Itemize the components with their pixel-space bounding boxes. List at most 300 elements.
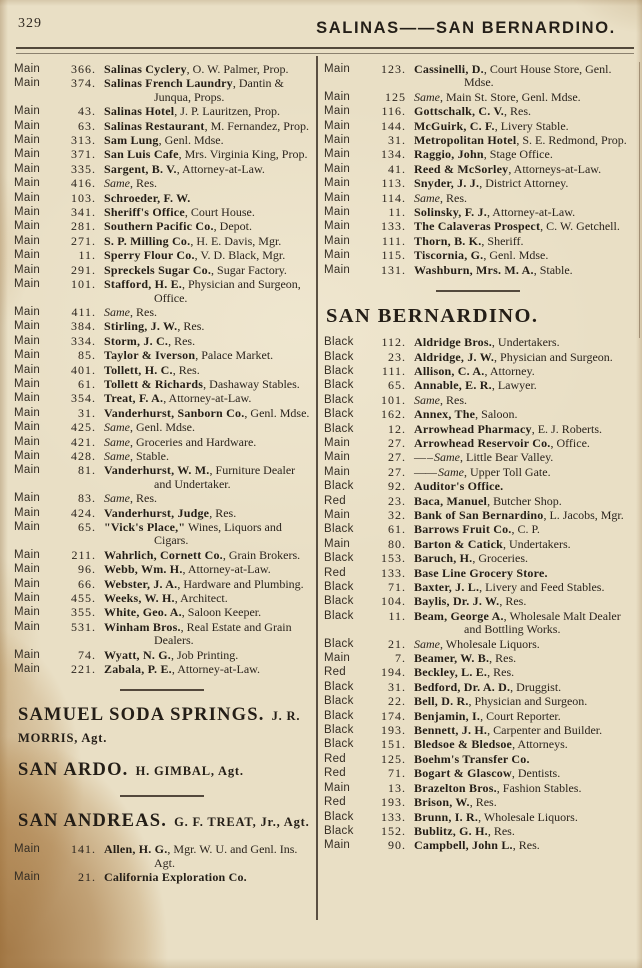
entry-text xyxy=(414,567,632,580)
entry-detail: , Attorney-at-Law. xyxy=(171,662,261,677)
entry-name: Metropolitan Hotel xyxy=(414,133,517,148)
directory-entry xyxy=(324,148,632,161)
entry-exchange: Main xyxy=(14,421,41,434)
entry-name: Raggio, John xyxy=(414,147,484,162)
directory-entry xyxy=(14,320,310,333)
entry-name: S. P. Milling Co. xyxy=(104,233,191,248)
entry-detail: , O. W. Palmer, Prop. xyxy=(186,62,289,76)
entry-number: 131. xyxy=(381,262,406,277)
header-rule xyxy=(16,47,634,54)
directory-entry xyxy=(324,264,632,277)
directory-entry xyxy=(14,606,310,619)
entry-number: 32. xyxy=(388,507,406,522)
entry-exchange: Main xyxy=(324,105,351,118)
entry-exchange: Main xyxy=(14,263,41,276)
entry-same-ref: Same xyxy=(414,636,440,651)
entry-number: 101. xyxy=(71,277,96,292)
entry-detail: , Job Printing. xyxy=(170,647,239,662)
directory-entry xyxy=(14,871,310,884)
entry-text xyxy=(414,839,632,852)
entry-name: Tiscornia, G. xyxy=(414,248,484,263)
entry-detail: , Saloon Keeper. xyxy=(181,605,262,620)
directory-entry xyxy=(324,437,632,450)
entry-number: 134. xyxy=(381,147,406,162)
section-title: SAMUEL SODA SPRINGS. xyxy=(18,705,265,726)
column-section-divider xyxy=(120,795,204,797)
directory-entry xyxy=(324,249,632,262)
entry-text xyxy=(414,595,632,608)
entry-number: 221. xyxy=(71,662,96,677)
page-number: 329 xyxy=(18,16,42,31)
entry-name: Brison, W. xyxy=(414,795,470,810)
entry-detail: , Attorney-at-Law. xyxy=(486,205,576,220)
column-right xyxy=(324,56,632,854)
entry-exchange: Main xyxy=(14,63,41,75)
entry-text xyxy=(104,206,310,219)
entry-exchange: Black xyxy=(324,523,354,536)
entry-text xyxy=(104,148,310,161)
entry-name: Benjamin, I. xyxy=(414,708,481,723)
entry-detail: , Livery Stable. xyxy=(494,118,569,133)
entry-name: Allen, H. G. xyxy=(104,842,168,857)
entry-text xyxy=(104,163,310,176)
directory-entry xyxy=(324,538,632,551)
entry-detail: , Dentists. xyxy=(511,766,561,781)
entry-name: Arrowhead Reservoir Co. xyxy=(414,435,551,450)
entry-number: 31. xyxy=(388,679,406,694)
entry-number: 174. xyxy=(381,708,406,723)
entry-text xyxy=(104,492,310,505)
entry-exchange: Main xyxy=(14,492,41,505)
directory-entry xyxy=(14,105,310,118)
entry-text xyxy=(414,466,632,479)
entry-same-ref: Same xyxy=(414,392,440,407)
entry-exchange: Main xyxy=(324,206,351,219)
entry-exchange: Black xyxy=(324,581,354,593)
entry-name: Stirling, J. W. xyxy=(104,319,178,334)
directory-entry xyxy=(324,738,632,751)
entry-text xyxy=(104,63,310,76)
entry-name: Bell, D. R. xyxy=(414,694,469,709)
entry-number: 71. xyxy=(388,580,406,594)
entry-name: Vanderhurst, W. M. xyxy=(104,463,210,478)
directory-entry xyxy=(324,480,632,493)
directory-entry xyxy=(14,843,310,870)
entry-number: 65. xyxy=(388,378,406,393)
column-section-divider xyxy=(120,689,204,691)
entry-name: Winham Bros. xyxy=(104,619,181,634)
entry-exchange: Black xyxy=(324,480,354,493)
entry-number: 193. xyxy=(381,723,406,738)
entry-text xyxy=(414,538,632,551)
directory-entry xyxy=(14,335,310,348)
entry-number: 116. xyxy=(381,104,406,119)
entry-exchange: Red xyxy=(324,494,346,507)
entry-number: 12. xyxy=(388,421,406,436)
directory-entry xyxy=(324,63,632,90)
entry-number: 355. xyxy=(71,605,96,620)
directory-entry xyxy=(14,177,310,190)
entry-detail: , Physician and Surgeon. xyxy=(468,694,588,709)
entry-same-ref: Same xyxy=(104,448,130,463)
entry-exchange: Main xyxy=(14,464,41,477)
entry-exchange: Main xyxy=(14,871,41,884)
entry-number: 27. xyxy=(388,464,406,479)
directory-entry xyxy=(324,336,632,349)
entry-text xyxy=(414,351,632,364)
entry-detail: , Architect. xyxy=(174,591,228,606)
entry-text xyxy=(104,320,310,333)
entry-same-ref: Same xyxy=(414,190,440,205)
entry-text xyxy=(104,220,310,233)
directory-entry xyxy=(324,567,632,580)
directory-entry xyxy=(14,507,310,520)
entry-name: Weeks, W. H. xyxy=(104,591,175,606)
entry-detail: , Genl. Mdse. xyxy=(130,420,195,435)
entry-text xyxy=(104,421,310,434)
directory-entry xyxy=(324,163,632,176)
entry-exchange: Black xyxy=(324,350,354,363)
entry-detail: , Res. xyxy=(489,651,517,666)
entry-text xyxy=(414,552,632,565)
entry-exchange: Black xyxy=(324,364,354,377)
entry-number: 151. xyxy=(381,737,406,752)
entry-name: Spreckels Sugar Co. xyxy=(104,262,212,277)
entry-text xyxy=(414,177,632,190)
entry-name: The Calaveras Prospect xyxy=(414,219,541,234)
directory-entry xyxy=(14,592,310,605)
entry-detail: , Res. xyxy=(487,823,515,838)
entry-number: 374. xyxy=(71,76,96,91)
directory-entry xyxy=(14,306,310,319)
entry-text xyxy=(104,235,310,248)
directory-entry xyxy=(324,638,632,651)
entry-text xyxy=(414,738,632,751)
entry-detail: , Attorneys. xyxy=(512,737,568,752)
entry-number: 111. xyxy=(381,233,406,248)
entry-name: Schroeder, F. W. xyxy=(104,190,191,205)
entry-name: Stafford, H. E. xyxy=(104,277,182,292)
directory-entry xyxy=(324,724,632,737)
entry-text xyxy=(414,408,632,421)
entry-exchange: Black xyxy=(324,336,354,349)
entry-text xyxy=(414,336,632,349)
directory-entry xyxy=(14,563,310,576)
entry-text xyxy=(414,523,632,536)
entry-detail: , District Attorney. xyxy=(479,176,569,191)
entry-number: 41. xyxy=(388,161,406,176)
page-title: SALINAS——SAN BERNARDINO. xyxy=(316,19,616,37)
entry-detail: , Attorneys-at-Law. xyxy=(508,161,602,176)
entry-name: Aldridge, J. W. xyxy=(414,349,495,364)
entry-detail: , Undertakers. xyxy=(503,536,571,551)
entry-exchange: Main xyxy=(14,119,41,132)
entry-detail: , Mgr. W. U. and Genl. Ins. Agt. xyxy=(154,842,298,870)
entry-detail: , Res. xyxy=(130,176,157,191)
directory-entry xyxy=(324,91,632,104)
entry-exchange: Main xyxy=(14,206,41,219)
directory-entry xyxy=(14,407,310,420)
entry-exchange: Red xyxy=(324,752,346,765)
entry-name: Bank of San Bernardino xyxy=(414,507,544,522)
directory-entry xyxy=(14,450,310,463)
entry-detail: , Real Estate and Grain Dealers. xyxy=(154,619,292,648)
entry-detail: , C. W. Getchell. xyxy=(540,219,620,234)
directory-entry xyxy=(14,192,310,205)
entry-exchange: Black xyxy=(324,408,354,421)
entry-detail: , V. D. Black, Mgr. xyxy=(194,248,286,263)
entry-text xyxy=(414,63,632,90)
entry-text xyxy=(414,105,632,118)
directory-entry xyxy=(324,811,632,824)
entry-name: Auditor's Office. xyxy=(414,479,504,494)
entry-name: Salinas Restaurant xyxy=(104,118,205,133)
entry-text xyxy=(414,581,632,594)
entry-number: 313. xyxy=(71,133,96,148)
column-left xyxy=(14,56,310,886)
directory-entry xyxy=(14,364,310,377)
directory-entry xyxy=(324,509,632,522)
entry-number: 366. xyxy=(71,62,96,76)
entry-name: Reed & McSorley xyxy=(414,161,509,176)
entry-text xyxy=(104,649,310,662)
directory-entry xyxy=(14,492,310,505)
entry-detail: Wines, Liquors and Cigars. xyxy=(154,520,282,548)
entry-name: Bedford, Dr. A. D. xyxy=(414,679,511,694)
entry-name: Wahrlich, Cornett Co. xyxy=(104,547,223,562)
entry-name: Webb, Wm. H. xyxy=(104,562,183,577)
entry-exchange: Main xyxy=(324,134,351,147)
entry-number: 281. xyxy=(71,219,96,234)
entry-text xyxy=(414,134,632,147)
directory-entry xyxy=(324,351,632,364)
directory-entry xyxy=(324,120,632,133)
entry-name: Zabala, P. E. xyxy=(104,662,172,677)
entry-name: San Luis Cafe xyxy=(104,147,179,162)
entry-exchange: Main xyxy=(324,191,351,204)
entry-text xyxy=(414,710,632,723)
directory-entry xyxy=(14,220,310,233)
entry-text xyxy=(414,148,632,161)
entry-exchange: Main xyxy=(324,119,351,132)
entry-name: White, Geo. A. xyxy=(104,605,182,620)
entry-name: Washburn, Mrs. M. A. xyxy=(414,262,534,277)
entry-detail: , Res. xyxy=(172,362,200,377)
entry-number: 65. xyxy=(78,520,96,534)
entry-exchange: Main xyxy=(14,278,41,291)
entry-number: 291. xyxy=(71,262,96,277)
entry-number: 113. xyxy=(381,176,406,191)
directory-entry xyxy=(14,521,310,548)
entry-detail: , Res. xyxy=(209,505,237,520)
entry-exchange: Main xyxy=(14,548,41,561)
entry-name: Salinas Hotel xyxy=(104,104,175,119)
entry-text xyxy=(414,91,632,104)
entry-text xyxy=(104,77,310,104)
directory-entry xyxy=(14,134,310,147)
entry-detail: , Res. xyxy=(503,104,531,119)
entry-detail: , Stable. xyxy=(130,448,169,463)
entry-detail: , Carpenter and Builder. xyxy=(487,723,603,738)
entry-exchange: Main xyxy=(14,134,41,147)
entry-name: Boehm's Transfer Co. xyxy=(414,751,530,766)
directory-entry xyxy=(324,825,632,838)
entry-detail: , Sheriff. xyxy=(481,233,524,248)
entry-detail: , Hardware and Plumbing. xyxy=(177,576,304,591)
entry-detail: , Res. xyxy=(487,665,515,680)
entry-exchange: Main xyxy=(14,162,41,175)
directory-entry xyxy=(324,839,632,852)
directory-entry xyxy=(324,595,632,608)
entry-number: 7. xyxy=(395,651,406,666)
entry-exchange: Black xyxy=(324,379,354,392)
entry-text xyxy=(414,666,632,679)
entry-number: 83. xyxy=(78,491,96,506)
entry-number: 96. xyxy=(78,562,96,577)
section-agent: G. F. TREAT, Jr., Agt. xyxy=(167,815,310,830)
entry-number: 125. xyxy=(381,751,406,766)
entry-exchange: Main xyxy=(324,249,351,262)
entry-detail: , Attorney-at-Law. xyxy=(176,161,265,176)
entry-exchange: Red xyxy=(324,767,346,780)
entry-text xyxy=(104,507,310,520)
entry-detail: , Office. xyxy=(550,435,590,450)
entry-number: 85. xyxy=(78,348,96,363)
entry-number: 141. xyxy=(71,842,96,857)
entry-exchange: Main xyxy=(14,377,41,390)
entry-exchange: Main xyxy=(14,648,41,661)
entry-detail: , Undertakers. xyxy=(491,335,560,350)
entry-detail: , Groceries and Hardware. xyxy=(130,434,257,449)
entry-detail: , Wholesale Malt Dealer and Bottling Works. xyxy=(464,608,621,637)
entry-text xyxy=(414,163,632,176)
directory-entry xyxy=(14,649,310,662)
entry-name: Campbell, John L. xyxy=(414,838,513,853)
entry-exchange: Main xyxy=(324,436,351,449)
entry-text xyxy=(414,495,632,508)
entry-number: 27. xyxy=(388,435,406,450)
entry-detail: , Genl. Mdse. xyxy=(483,248,549,263)
entry-text xyxy=(414,379,632,392)
entry-text xyxy=(414,724,632,737)
entry-detail: , Depot. xyxy=(213,219,252,234)
entry-text xyxy=(104,264,310,277)
directory-entry xyxy=(14,549,310,562)
entry-same-ref: Same xyxy=(104,176,130,191)
directory-entry xyxy=(324,767,632,780)
entry-detail: , Wholesale Liquors. xyxy=(440,636,540,651)
entry-same-ref: Same xyxy=(414,89,440,104)
entry-exchange: Black xyxy=(324,680,354,693)
entry-detail: , Court Reporter. xyxy=(480,708,561,723)
entry-number: 31. xyxy=(78,405,96,420)
entry-exchange: Black xyxy=(324,552,354,565)
entry-name: Beckley, L. E. xyxy=(414,665,488,680)
entry-name: Bogart & Glascow xyxy=(414,766,512,781)
entry-detail: , S. E. Redmond, Prop. xyxy=(516,133,627,148)
entry-text xyxy=(414,192,632,205)
entry-name: Brazelton Bros. xyxy=(414,780,497,795)
entry-detail: , Res. xyxy=(469,795,497,810)
entry-number: 416. xyxy=(71,176,96,191)
directory-entry xyxy=(324,495,632,508)
entry-exchange: Main xyxy=(14,606,41,619)
entry-name: Southern Pacific Co. xyxy=(104,219,214,234)
entry-name: McGuirk, C. F. xyxy=(414,118,495,133)
entry-exchange: Main xyxy=(324,451,351,464)
entry-detail: , Sugar Factory. xyxy=(211,262,287,277)
entry-text xyxy=(104,349,310,362)
entry-name: "Vick's Place," xyxy=(104,520,186,534)
entry-text xyxy=(414,681,632,694)
directory-entry xyxy=(324,235,632,248)
entry-text xyxy=(104,450,310,463)
entry-exchange: Main xyxy=(14,506,41,519)
directory-entry xyxy=(324,177,632,190)
entry-text xyxy=(414,451,632,464)
entry-number: 11. xyxy=(78,248,96,263)
entry-exchange: Main xyxy=(14,521,41,533)
entry-text xyxy=(104,578,310,591)
entry-number: 115. xyxy=(381,248,406,263)
directory-entry xyxy=(324,394,632,407)
section-agent: H. GIMBAL, Agt. xyxy=(128,764,244,779)
entry-detail: , E. J. Roberts. xyxy=(531,421,603,436)
directory-entry xyxy=(324,782,632,795)
entry-detail: , Stage Office. xyxy=(483,147,553,162)
entry-name: Arrowhead Pharmacy xyxy=(414,421,532,436)
entry-name: Gottschalk, C. V. xyxy=(414,104,504,119)
entry-text xyxy=(104,392,310,405)
entry-detail: , Res. xyxy=(168,333,196,348)
section-title: SAN ANDREAS. xyxy=(18,811,168,832)
entry-text xyxy=(104,335,310,348)
entry-exchange: Main xyxy=(324,839,351,852)
entry-number: 21. xyxy=(388,636,406,651)
entry-name: Salinas French Laundry xyxy=(104,76,233,91)
entry-exchange: Main xyxy=(14,234,41,247)
entry-name: Sheriff's Office xyxy=(104,205,185,220)
entry-number: 13. xyxy=(388,780,406,795)
entry-name: Brunn, I. R. xyxy=(414,809,479,824)
region-heading xyxy=(326,305,632,328)
entry-text xyxy=(414,825,632,838)
entry-detail: , Livery and Feed Stables. xyxy=(479,580,605,594)
entry-text xyxy=(104,134,310,147)
entry-detail: , Res. xyxy=(499,594,527,609)
directory-entry xyxy=(324,423,632,436)
entry-number: 103. xyxy=(71,190,96,205)
section-heading xyxy=(18,810,310,833)
entry-text xyxy=(104,364,310,377)
entry-same-ref: Same xyxy=(434,450,460,465)
entry-name: Treat, F. A. xyxy=(104,391,164,406)
entry-number: 23. xyxy=(388,493,406,508)
entry-text xyxy=(414,249,632,262)
directory-entry xyxy=(14,663,310,676)
entry-text xyxy=(414,120,632,133)
entry-number: 125 xyxy=(385,89,406,104)
entry-number: 531. xyxy=(71,619,96,634)
entry-name: Cassinelli, D. xyxy=(414,62,484,76)
entry-number: 455. xyxy=(71,591,96,606)
entry-number: 111. xyxy=(381,363,406,378)
entry-detail: , Physician and Surgeon, Office. xyxy=(154,277,301,305)
entry-number: 144. xyxy=(381,118,406,133)
entry-exchange: Main xyxy=(324,148,351,161)
entry-number: 401. xyxy=(71,362,96,377)
entry-text xyxy=(104,306,310,319)
